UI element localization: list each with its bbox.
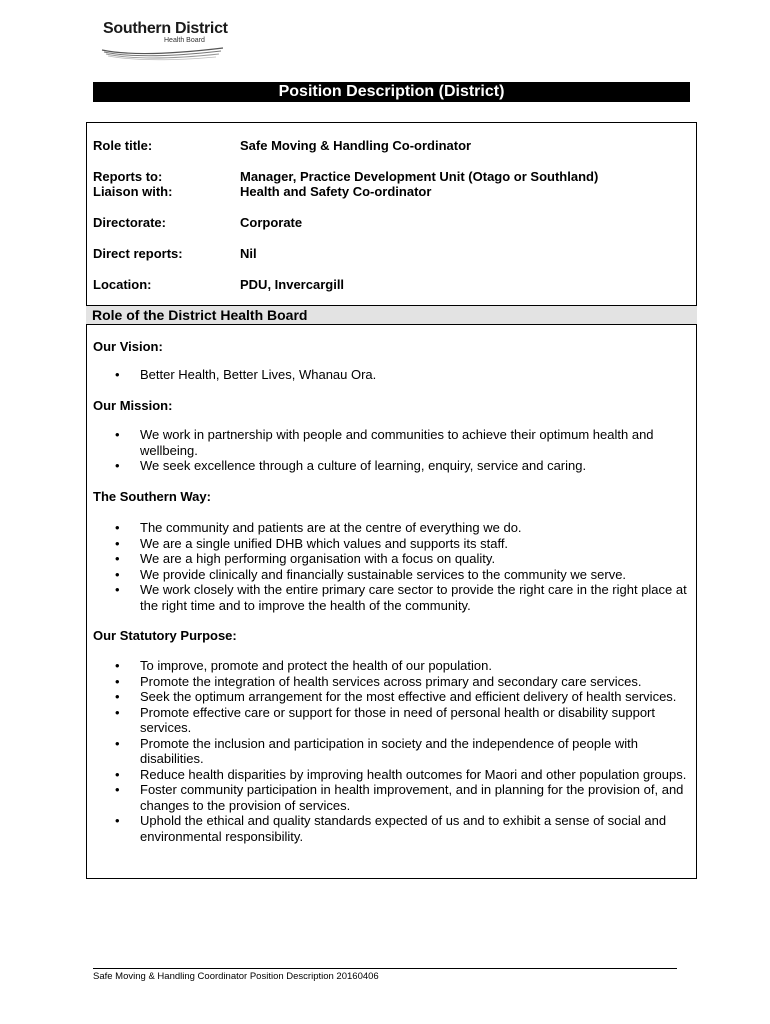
statutory-heading: Our Statutory Purpose: (93, 628, 237, 643)
southern-way-list (93, 520, 690, 613)
direct-reports-label: Direct reports: (93, 246, 183, 261)
list-item: • Better Health, Better Lives, Whanau Ora. (115, 367, 377, 382)
location-label: Location: (93, 277, 152, 292)
statutory-list (93, 658, 690, 844)
list-item: • We provide clinically and financially sustainable services to the community we serve. (115, 566, 627, 582)
list-item: • Promote the inclusion and participation in society and the independence of people with disabilities. (115, 735, 638, 766)
list-item: • Uphold the ethical and quality standards expected of us and to exhibit a sense of social and environmental responsibility. (115, 813, 667, 844)
vision-list (93, 367, 690, 383)
list-item: • To improve, promote and protect the health of our population. (115, 658, 492, 673)
list-item: • Foster community participation in health improvement, and in planning for the provision of, and changes to the provision of services. (115, 782, 684, 813)
document-title: Position Description (District) (93, 82, 690, 102)
directorate-value: Corporate (240, 215, 303, 230)
bullet-icon: • (115, 766, 120, 782)
vision-heading: Our Vision: (93, 339, 163, 354)
logo-swoosh-icon (100, 44, 225, 62)
bullet-icon: • (115, 551, 120, 566)
mission-list (93, 427, 690, 474)
list-item: • Reduce health disparities by improving health outcomes for Maori and other population groups. (115, 766, 687, 782)
list-item: • Promote the integration of health services across primary and secondary care services. (115, 673, 642, 689)
bullet-icon: • (115, 782, 120, 797)
logo-main-text: Southern District (103, 20, 228, 37)
list-item: • We work in partnership with people and communities to achieve their optimum health and wellbeing. (115, 427, 654, 458)
list-item: • We work closely with the entire primary care sector to provide the right care in the right place at the right time and to improve the health of the community. (115, 582, 687, 613)
bullet-icon: • (115, 427, 120, 442)
reports-to-label: Reports to: (93, 169, 163, 184)
section-header: Role of the District Health Board (86, 305, 697, 325)
list-item: • We are a single unified DHB which values and supports its staff. (115, 535, 509, 551)
reports-to-value: Manager, Practice Development Unit (Otago or Southland) (240, 169, 599, 184)
role-title-label: Role title: (93, 138, 153, 153)
list-item: • We seek excellence through a culture of learning, enquiry, service and caring. (115, 458, 587, 473)
logo (100, 18, 230, 64)
southern-way-heading: The Southern Way: (93, 489, 211, 504)
bullet-icon: • (115, 582, 120, 597)
bullet-icon: • (115, 735, 120, 751)
bullet-icon: • (115, 704, 120, 720)
bullet-icon: • (115, 566, 120, 582)
bullet-icon: • (115, 520, 120, 535)
role-title-value: Safe Moving & Handling Co-ordinator (240, 138, 472, 153)
liaison-with-label: Liaison with: (93, 184, 173, 199)
bullet-icon: • (115, 458, 120, 473)
direct-reports-value: Nil (240, 246, 257, 261)
logo-sub-text: Health Board (164, 37, 205, 44)
footer-text: Safe Moving & Handling Coordinator Position Description 20160406 (93, 971, 379, 982)
bullet-icon: • (115, 673, 120, 689)
directorate-label: Directorate: (93, 215, 166, 230)
list-item: • The community and patients are at the centre of everything we do. (115, 520, 522, 535)
list-item: • Promote effective care or support for those in need of personal health or disability support services. (115, 704, 655, 735)
location-value: PDU, Invercargill (240, 277, 345, 292)
mission-heading: Our Mission: (93, 398, 173, 413)
footer-divider (93, 968, 677, 969)
list-item: • Seek the optimum arrangement for the most effective and efficient delivery of health services. (115, 689, 677, 704)
bullet-icon: • (115, 367, 120, 382)
bullet-icon: • (115, 535, 120, 551)
bullet-icon: • (115, 813, 120, 828)
list-item: • We are a high performing organisation with a focus on quality. (115, 551, 496, 566)
bullet-icon: • (115, 689, 120, 704)
bullet-icon: • (115, 658, 120, 673)
liaison-with-value: Health and Safety Co-ordinator (240, 184, 432, 199)
